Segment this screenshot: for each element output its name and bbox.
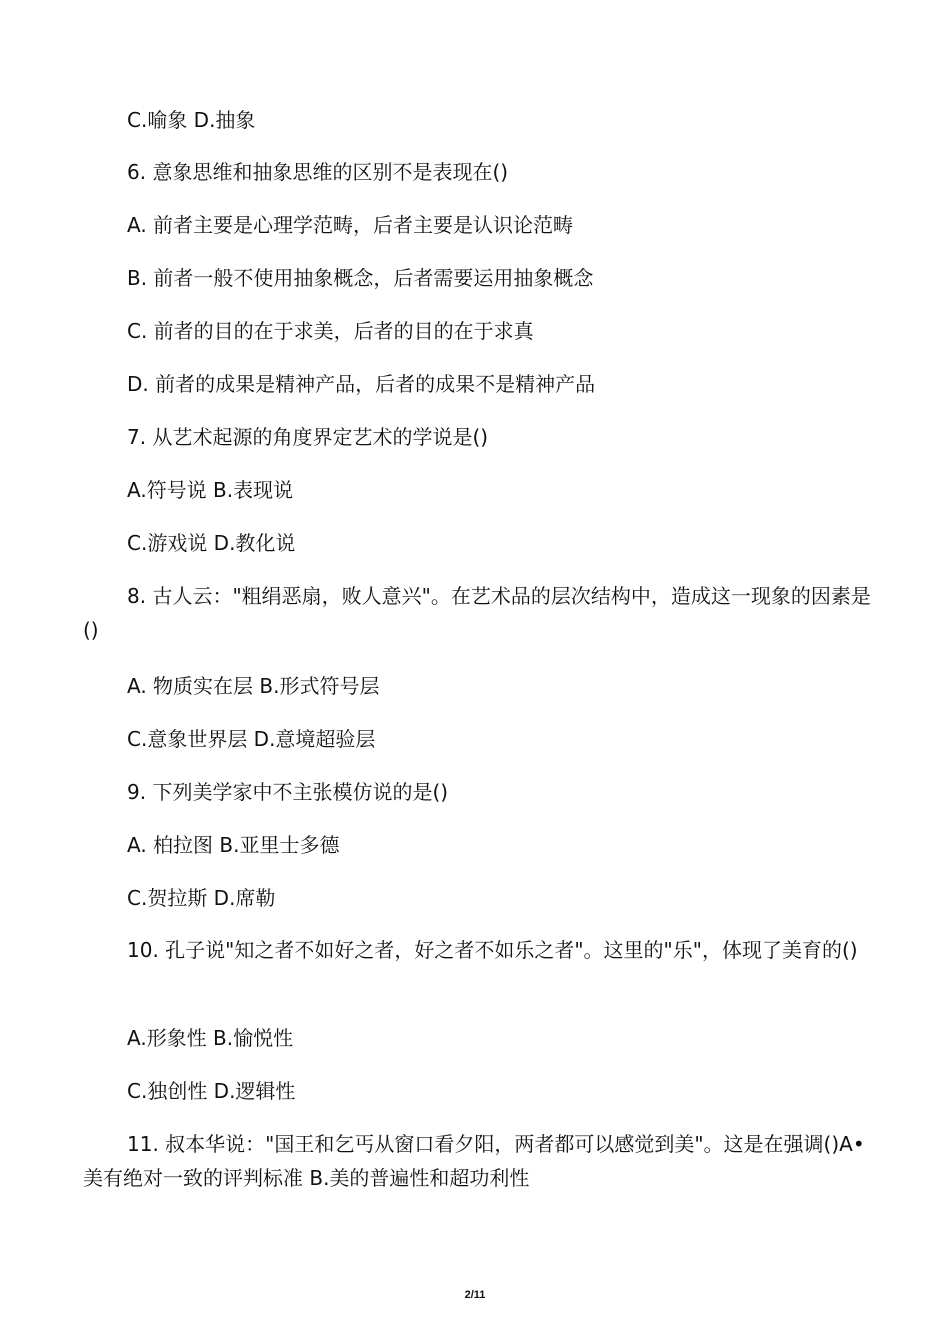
question-8-options-ab: A. 物质实在层 B.形式符号层 bbox=[127, 674, 380, 698]
question-6-option-c: C. 前者的目的在于求美，后者的目的在于求真 bbox=[127, 319, 534, 343]
question-7-options-ab: A.符号说 B.表现说 bbox=[127, 478, 294, 502]
page-number: 2/11 bbox=[464, 1289, 486, 1301]
question-9-options-cd: C.贺拉斯 D.席勒 bbox=[127, 886, 276, 910]
question-6-option-d: D. 前者的成果是精神产品，后者的成果不是精神产品 bbox=[127, 372, 596, 396]
question-10: 10. 孔子说"知之者不如好之者，好之者不如乐之者"。这里的"乐"，体现了美育的() bbox=[127, 938, 858, 962]
question-10-options-cd: C.独创性 D.逻辑性 bbox=[127, 1079, 296, 1103]
question-10-options-ab: A.形象性 B.愉悦性 bbox=[127, 1026, 294, 1050]
question-8: 8. 古人云："粗绢恶扇，败人意兴"。在艺术品的层次结构中，造成这一现象的因素是() bbox=[83, 584, 871, 642]
text-line-option-5cd: C.喻象 D.抽象 bbox=[127, 108, 256, 132]
question-6: 6. 意象思维和抽象思维的区别不是表现在() bbox=[127, 160, 509, 184]
question-6-option-a: A. 前者主要是心理学范畴，后者主要是认识论范畴 bbox=[127, 213, 574, 237]
question-6-option-b: B. 前者一般不使用抽象概念，后者需要运用抽象概念 bbox=[127, 266, 594, 290]
question-11: 11. 叔本华说："国王和乞丐从窗口看夕阳，两者都可以感觉到美"。这是在强调()A•美有绝对一致的评判标准 B.美的普遍性和超功利性 bbox=[83, 1132, 865, 1190]
question-8-options-cd: C.意象世界层 D.意境超验层 bbox=[127, 727, 376, 751]
question-9-options-ab: A. 柏拉图 B.亚里士多德 bbox=[127, 833, 340, 857]
question-9: 9. 下列美学家中不主张模仿说的是() bbox=[127, 780, 449, 804]
question-7-options-cd: C.游戏说 D.教化说 bbox=[127, 531, 296, 555]
question-7: 7. 从艺术起源的角度界定艺术的学说是() bbox=[127, 425, 489, 449]
